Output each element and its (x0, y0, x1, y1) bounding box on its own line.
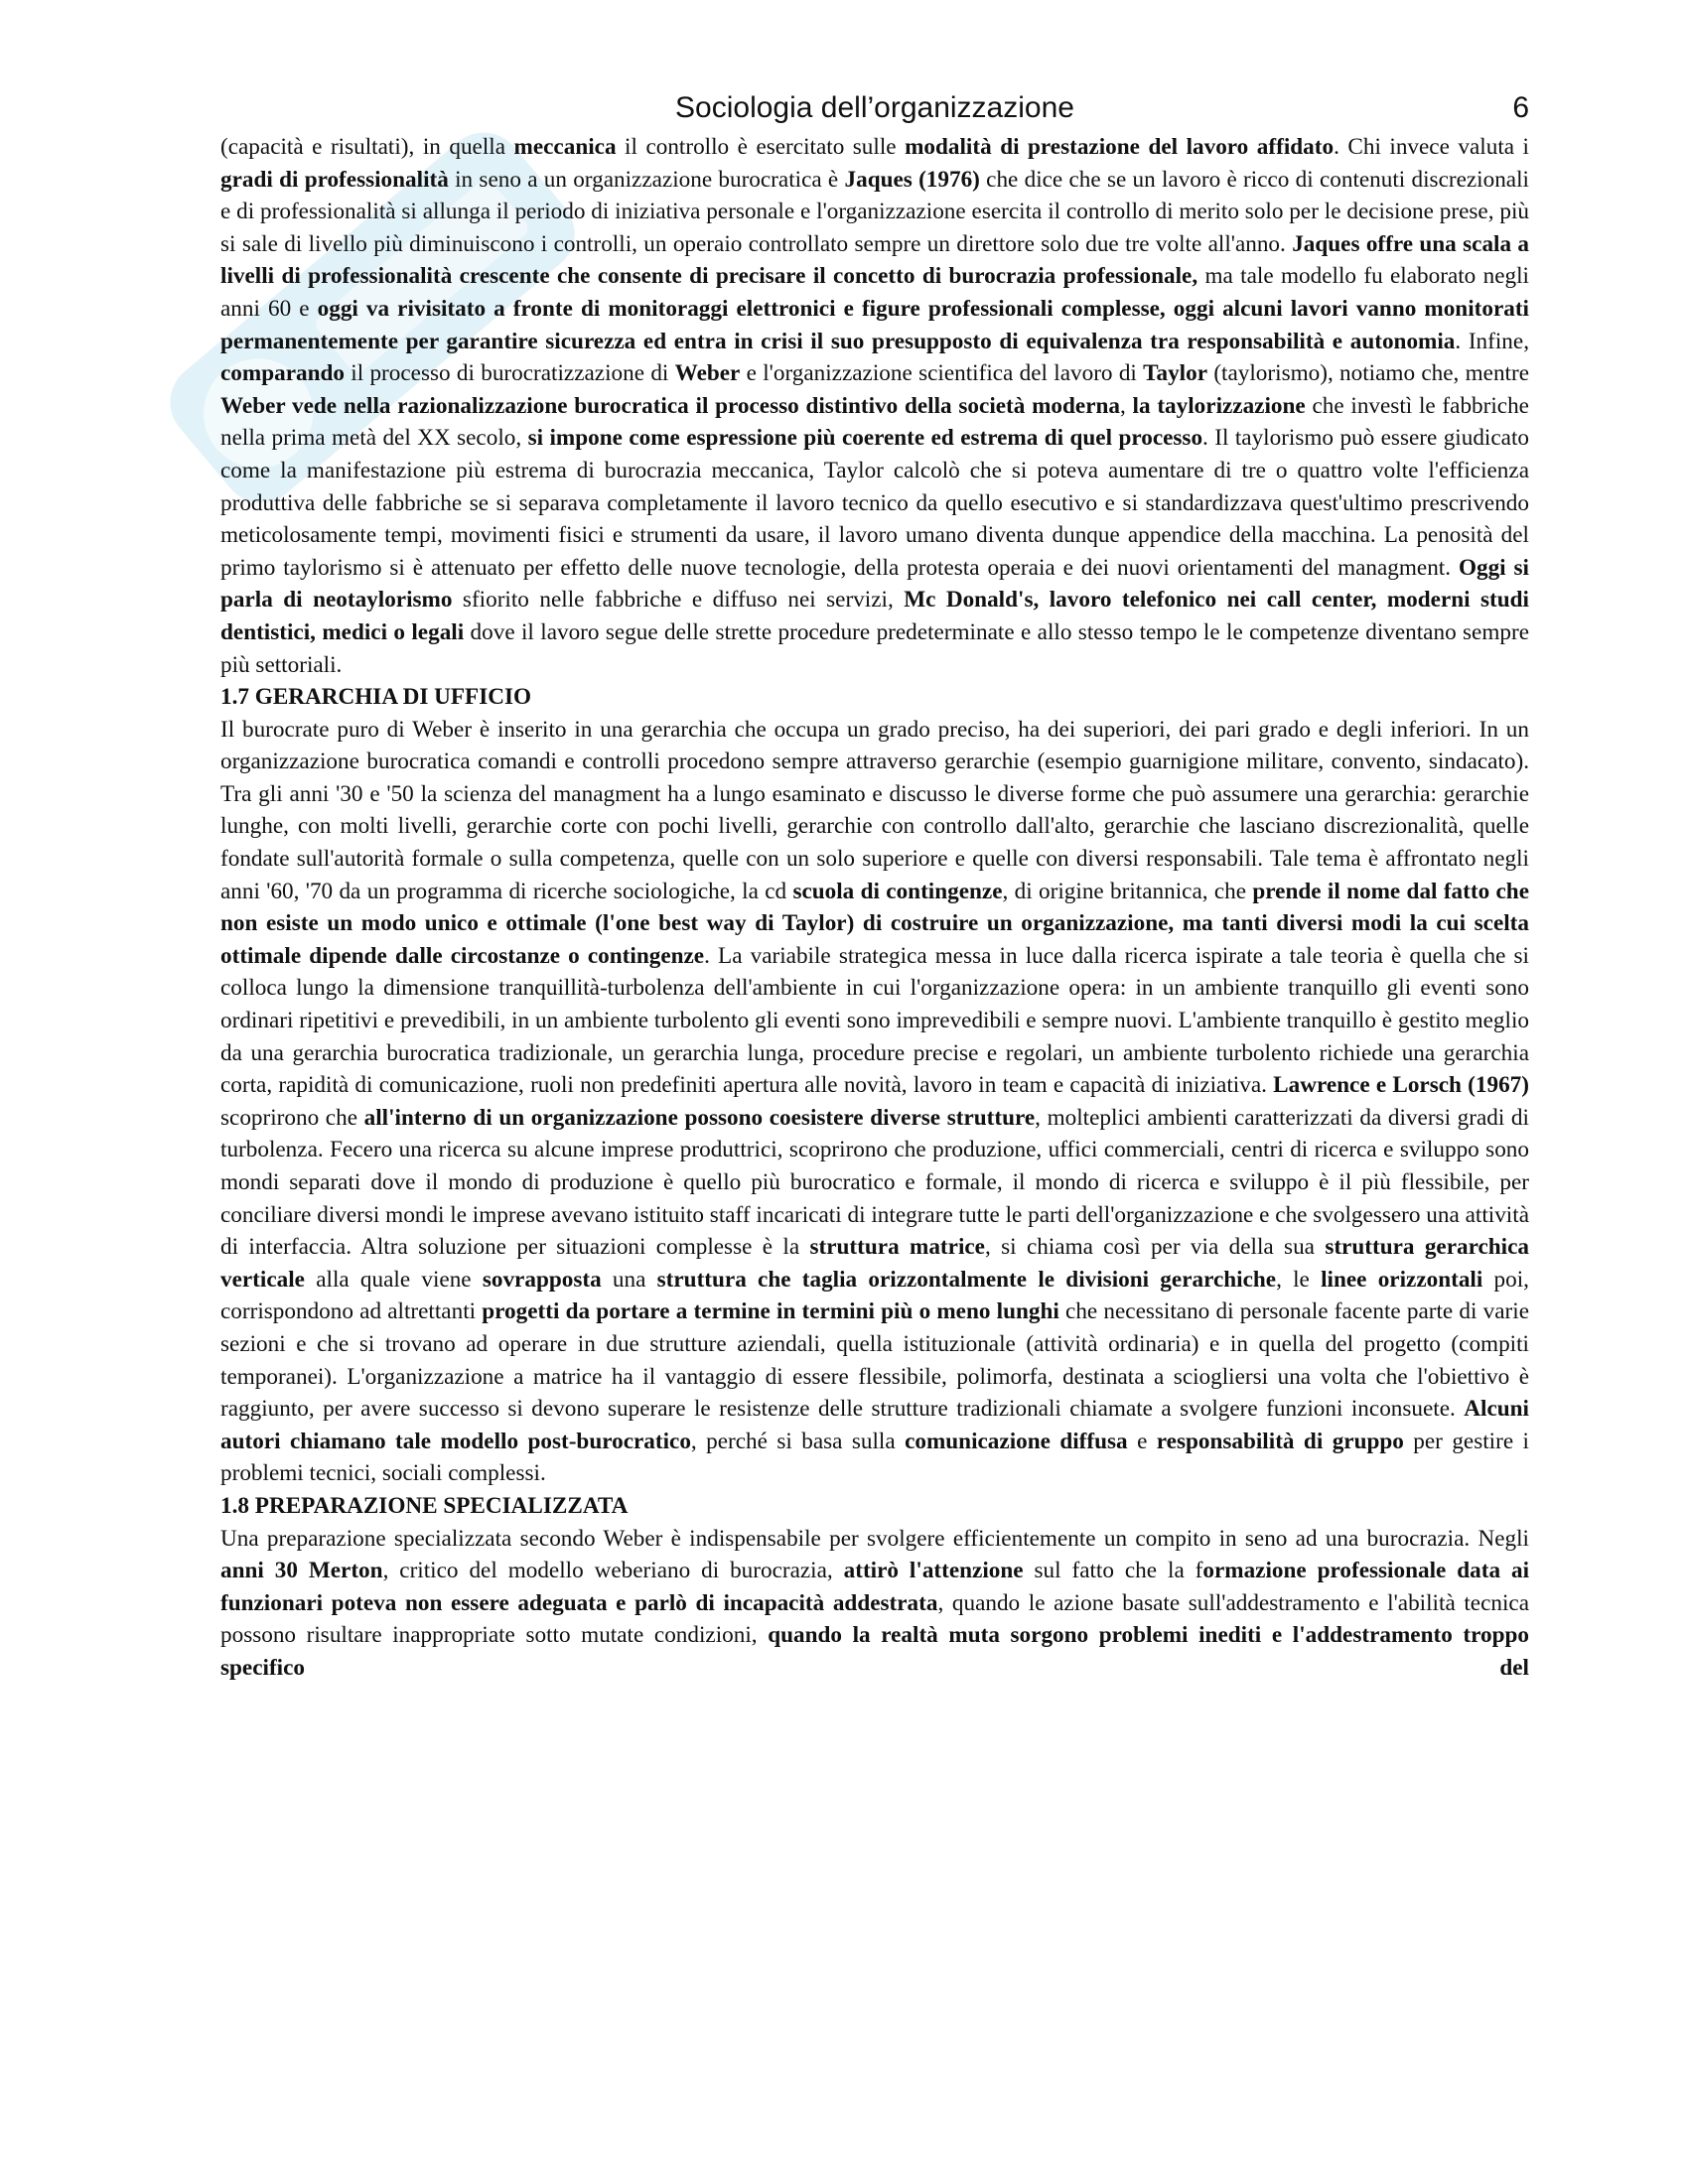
text-segment: , di origine britannica, che (1002, 878, 1253, 904)
page-header (220, 85, 1529, 135)
text-segment: , critico del modello weberiano di burocrazia, (382, 1558, 844, 1584)
bold-text-segment: Jaques (1976) (844, 166, 980, 193)
page-number: 6 (1512, 91, 1529, 124)
text-segment: che investì le fabbriche nella prima metà del XX secolo, (220, 392, 1529, 452)
paragraph-hierarchy (220, 714, 1529, 1490)
text-segment: il processo di burocratizzazione di (344, 360, 675, 387)
text-segment: scoprirono che (220, 1104, 364, 1131)
bold-text-segment: linee orizzontali (1321, 1266, 1483, 1293)
text-segment: Una preparazione specializzata secondo Weber è indispensabile per svolgere efficientemente un compito in seno ad una burocrazia. Negli (220, 1525, 1529, 1552)
text-segment: (capacità e risultati), in quella (220, 134, 514, 160)
text-segment: sul fatto che la f (1023, 1558, 1203, 1584)
bold-text-segment: gradi di professionalità (220, 166, 449, 193)
text-segment: una (601, 1266, 657, 1293)
text-segment: in seno a un organizzazione burocratica è (448, 166, 845, 193)
bold-text-segment: oggi va rivisitato a fronte di monitoraggi elettronici e figure professionali complesse, oggi alcuni lavori vanno monitorati permanentemente per garantire sicurezza ed entra in crisi il suo presupposto di equivalenza tra responsabilità e autonomia (220, 295, 1529, 354)
paragraph-specialized-training (220, 1523, 1529, 1685)
bold-text-segment: quando la realtà muta sorgono problemi inediti e l'addestramento troppo specifico del (220, 1622, 1529, 1681)
bold-text-segment: Oggi si parla di neotaylorismo (220, 554, 1529, 614)
paragraph-taylorism (220, 131, 1529, 681)
text-segment: il controllo è esercitato sulle (616, 134, 906, 160)
text-segment: per gestire i problemi tecnici, sociali complessi. (220, 1428, 1529, 1487)
bold-text-segment: Mc Donald's, lavoro telefonico nei call center, moderni studi dentistici, medici o legali (220, 587, 1529, 645)
bold-text-segment: struttura matrice (809, 1234, 985, 1261)
bold-text-segment: ormazione professionale data ai funzionari poteva non essere adeguata e parlò di incapacità addestrata (220, 1558, 1530, 1616)
text-segment: , molteplici ambienti caratterizzati da diversi gradi di turbolenza. Fecero una ricerca su alcune imprese produttrici, scoprirono che produzione, uffici commerciali, centri di ricerca e sviluppo sono mondi separati dove il mondo di produzione è quello più burocratico e formale, il mondo di ricerca e sviluppo è il più flessibile, per conciliare diversi mondi le imprese avevano istituito staff incaricati di integrare tutte le parti dell'organizzazione e che svolgessero una attività di interfaccia. Altra soluzione per situazioni complesse è la (220, 1104, 1529, 1261)
text-segment: . Il taylorismo può essere giudicato come la manifestazione più estrema di burocrazia meccanica, Taylor calcolò che si poteva aumentare di tre o quattro volte l'efficienza produttiva delle fabbriche se si separava completamente il lavoro tecnico da quello esecutivo e si standardizzava quest'ultimo prescrivendo meticolosamente tempi, movimenti fisici e strumenti da usare, il lavoro umano diventa dunque appendice della macchina. La penosità del primo taylorismo si è attenuato per effetto delle nuove tecnologie, della protesta operaia e dei nuovi orientamenti del managment. (220, 425, 1529, 581)
bold-text-segment: Alcuni autori chiamano tale modello post-burocratico (220, 1396, 1529, 1454)
bold-text-segment: struttura che taglia orizzontalmente le divisioni gerarchiche (656, 1266, 1277, 1293)
bold-text-segment: attirò l'attenzione (843, 1558, 1024, 1584)
text-segment: dove il lavoro segue delle strette procedure predeterminate e allo stesso tempo le le competenze diventano sempre più settoriali. (220, 618, 1529, 678)
bold-text-segment: struttura gerarchica verticale (220, 1234, 1529, 1293)
bold-text-segment: la taylorizzazione (1132, 392, 1306, 419)
text-segment: ma tale modello fu elaborato negli anni 60 e (220, 263, 1530, 322)
bold-text-segment: comparando (220, 360, 345, 387)
bold-text-segment: prende il nome dal fatto che non esiste un modo unico e ottimale (l'one best way di Taylor) di costruire un organizzazione, ma tanti diversi modi la cui scelta ottimale dipende dalle circostanze o contingenze (220, 878, 1529, 969)
bold-text-segment: Weber vede nella razionalizzazione burocratica il processo distintivo della società moderna (220, 392, 1120, 419)
bold-text-segment: Lawrence e Lorsch (1967) (1273, 1072, 1529, 1099)
text-segment: sfiorito nelle fabbriche e diffuso nei servizi, (452, 587, 905, 614)
document-title: Sociologia dell’organizzazione (675, 91, 1074, 124)
text-segment: e l'organizzazione scientifica del lavoro di (740, 360, 1144, 387)
bold-text-segment: meccanica (513, 134, 617, 160)
text-segment: , le (1276, 1266, 1322, 1293)
bold-text-segment: Jaques offre una scala a livelli di professionalità crescente che consente di precisare il concetto di burocrazia professionale, (220, 230, 1530, 290)
text-segment: alla quale viene (304, 1266, 483, 1293)
text-segment: . Chi invece valuta i (1334, 134, 1529, 160)
bold-text-segment: comunicazione diffusa (905, 1428, 1128, 1454)
section-heading-1-7: 1.7 GERARCHIA DI UFFICIO (220, 684, 532, 711)
document-body (220, 131, 1529, 1685)
bold-text-segment: Weber (674, 360, 741, 387)
text-segment: che necessitano di personale facente parte di varie sezioni e che si trovano ad operare in due strutture aziendali, quella istituzionale (attività ordinaria) e in quella del progetto (compiti temporanei). L'organizzazione a matrice ha il vantaggio di essere flessibile, polimorfa, destinata a sciogliersi una volta che l'obiettivo è raggiunto, per avere successo si devono superare le resistenze delle strutture tradizionali chiamate a svolgere funzioni inconsuete. (220, 1298, 1529, 1423)
text-segment: Il burocrate puro di Weber è inserito in una gerarchia che occupa un grado preciso, ha dei superiori, dei pari grado e degli inferiori. In un organizzazione burocratica comandi e controlli procedono sempre attraverso gerarchie (esempio guarnigione militare, convento, sindacato). Tra gli anni '30 e '50 la scienza del managment ha a lungo esaminato e discusso le diverse forme che può assumere una gerarchia: gerarchie lunghe, con molti livelli, gerarchie corte con pochi livelli, gerarchie con controllo dall'alto, gerarchie che lasciano discrezionalità, quelle fondate sull'autorità formale o sulla competenza, quelle con un solo superiore e quelle con diversi responsabili. Tale tema è affrontato negli anni '60, '70 da un programma di ricerche sociologiche, la cd (220, 716, 1529, 904)
text-segment: . Infine, (1455, 328, 1529, 354)
bold-text-segment: si impone come espressione più coerente ed estrema di quel processo (527, 425, 1203, 452)
bold-text-segment: sovrapposta (482, 1266, 602, 1293)
bold-text-segment: modalità di prestazione del lavoro affidato (905, 134, 1335, 160)
bold-text-segment: all'interno di un organizzazione possono coesistere diverse strutture (363, 1104, 1036, 1131)
bold-text-segment: Taylor (1143, 360, 1208, 387)
text-segment: (taylorismo), notiamo che, mentre (1207, 360, 1529, 387)
text-segment: poi, corrispondono ad altrettanti (220, 1266, 1529, 1325)
section-heading-1-8: 1.8 PREPARAZIONE SPECIALIZZATA (220, 1492, 629, 1519)
text-segment: e (1127, 1428, 1157, 1454)
bold-text-segment: anni 30 Merton (220, 1558, 383, 1584)
bold-text-segment: responsabilità di gruppo (1156, 1428, 1404, 1454)
text-segment: , si chiama così per via della sua (984, 1234, 1326, 1261)
bold-text-segment: scuola di contingenze (792, 878, 1003, 904)
text-segment: , quando le azione basate sull'addestramento e l'abilità tecnica possono risultare inappropriate sotto mutate condizioni, (220, 1589, 1529, 1649)
text-segment: , perché si basa sulla (690, 1428, 906, 1454)
text-segment: . La variabile strategica messa in luce dalla ricerca ispirate a tale teoria è quella che si colloca lungo la dimensione tranquillità-turbolenza dell'ambiente in cui l'organizzazione opera: in un ambiente tranquillo gli eventi sono ordinari ripetitivi e prevedibili, in un ambiente turbolento gli eventi sono imprevedibili e sempre nuovi. L'ambiente tranquillo è gestito meglio da una gerarchia burocratica tradizionale, un gerarchia lunga, procedure precise e regolari, un ambiente turbolento richiede una gerarchia corta, rapidità di comunicazione, ruoli non predefiniti apertura alle novità, lavoro in team e capacità di iniziativa. (220, 942, 1530, 1099)
text-segment: , (1120, 392, 1133, 419)
text-segment: che dice che se un lavoro è ricco di contenuti discrezionali e di professionalità si allunga il periodo di iniziativa personale e l'organizzazione esercita il controllo di merito solo per le decisione prese, più si sale di livello più diminuiscono i controlli, un operaio controllato sempre un direttore solo due tre volte all'anno. (220, 166, 1529, 257)
bold-text-segment: progetti da portare a termine in termini più o meno lunghi (482, 1298, 1059, 1325)
